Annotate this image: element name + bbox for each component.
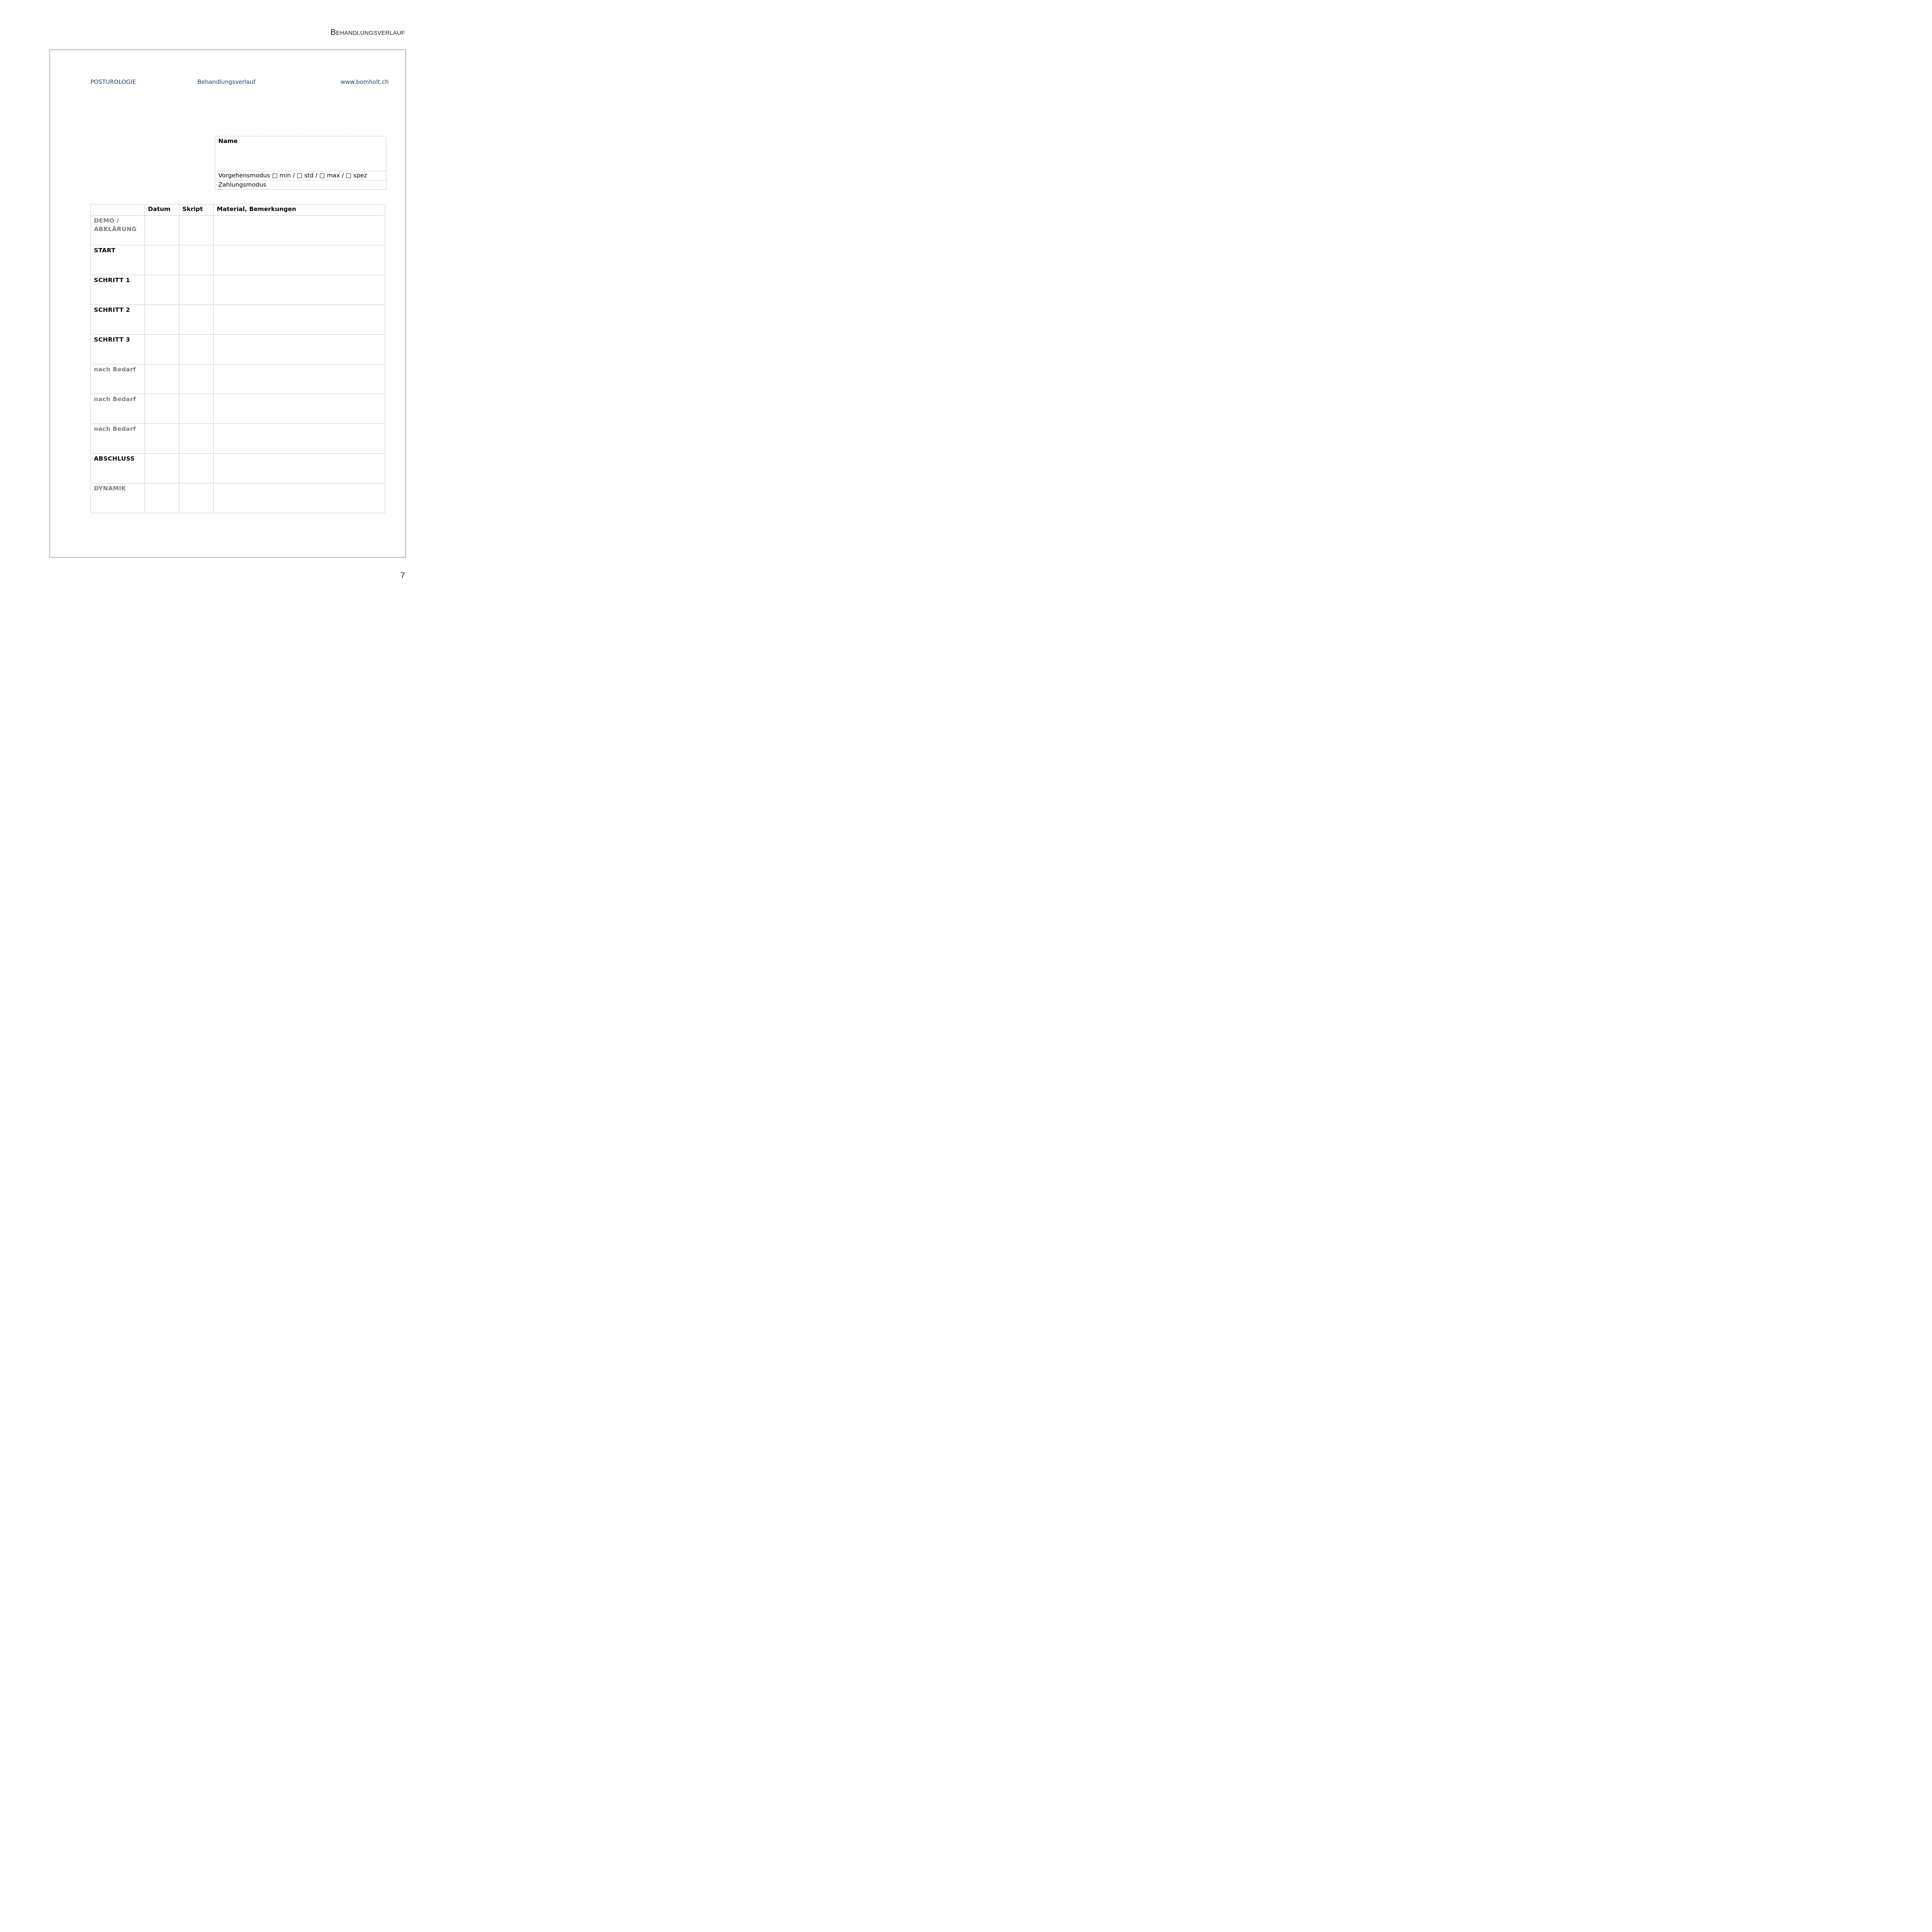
column-header-datum: Datum [145, 204, 179, 216]
row-label: ABSCHLUSS [91, 454, 145, 483]
skript-cell[interactable] [179, 424, 214, 454]
skript-cell[interactable] [179, 454, 214, 483]
skript-cell[interactable] [179, 483, 214, 513]
column-header-skript: Skript [179, 204, 214, 216]
table-row [91, 454, 385, 483]
row-label: SCHRITT 1 [91, 275, 145, 305]
skript-cell[interactable] [179, 394, 214, 424]
skript-cell[interactable] [179, 364, 214, 394]
row-label: nach Bedarf [91, 424, 145, 454]
datum-cell[interactable] [145, 335, 179, 364]
skript-cell[interactable] [179, 245, 214, 275]
row-label: START [91, 245, 145, 275]
material-cell[interactable] [214, 335, 385, 364]
datum-cell[interactable] [145, 245, 179, 275]
material-cell[interactable] [214, 424, 385, 454]
datum-cell[interactable] [145, 216, 179, 245]
table-row [91, 305, 385, 335]
column-header [91, 204, 145, 216]
material-cell[interactable] [214, 216, 385, 245]
table-row [91, 483, 385, 513]
client-info-box [215, 136, 386, 190]
material-cell[interactable] [214, 454, 385, 483]
skript-cell[interactable] [179, 216, 214, 245]
skript-cell[interactable] [179, 275, 214, 305]
table-row [91, 216, 385, 245]
table-row [91, 424, 385, 454]
table-header-row [91, 204, 385, 216]
material-cell[interactable] [214, 305, 385, 335]
row-label: DEMO / ABKLÄRUNG [91, 216, 145, 245]
table-row [91, 394, 385, 424]
payment-mode-field[interactable]: Zahlungsmodus [218, 181, 267, 188]
table-row [91, 245, 385, 275]
row-label: SCHRITT 3 [91, 335, 145, 364]
material-cell[interactable] [214, 245, 385, 275]
skript-cell[interactable] [179, 335, 214, 364]
treatment-plan-table [90, 204, 385, 513]
datum-cell[interactable] [145, 454, 179, 483]
page-number: 7 [400, 571, 405, 580]
column-header-material: Material, Bemerkungen [214, 204, 385, 216]
datum-cell[interactable] [145, 483, 179, 513]
datum-cell[interactable] [145, 364, 179, 394]
row-label: DYNAMIK [91, 483, 145, 513]
row-label: nach Bedarf [91, 394, 145, 424]
table-row [91, 364, 385, 394]
inner-header-center: Behandlungsverlauf [197, 78, 256, 85]
name-field[interactable]: Name [215, 136, 386, 171]
running-header: Behandlungsverlauf [330, 28, 405, 37]
inner-header-left: POSTUROLOGIE [90, 78, 136, 85]
datum-cell[interactable] [145, 424, 179, 454]
inner-header-website: www.bomholt.ch [340, 78, 389, 85]
datum-cell[interactable] [145, 305, 179, 335]
table-row [91, 335, 385, 364]
datum-cell[interactable] [145, 394, 179, 424]
material-cell[interactable] [214, 394, 385, 424]
material-cell[interactable] [214, 483, 385, 513]
skript-cell[interactable] [179, 305, 214, 335]
procedure-mode-field[interactable]: Vorgehensmodus □ min / □ std / □ max / □ spez [215, 171, 386, 180]
material-cell[interactable] [214, 364, 385, 394]
row-label: SCHRITT 2 [91, 305, 145, 335]
row-label: nach Bedarf [91, 364, 145, 394]
material-cell[interactable] [214, 275, 385, 305]
datum-cell[interactable] [145, 275, 179, 305]
table-row [91, 275, 385, 305]
